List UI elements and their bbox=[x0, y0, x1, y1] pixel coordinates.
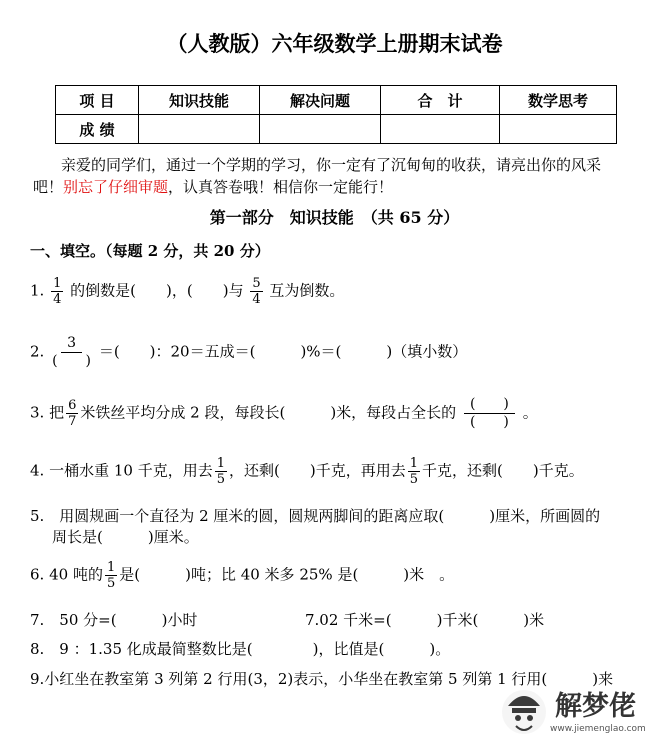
q4-f1-denominator: 5 bbox=[216, 472, 225, 487]
q2-number: 2. bbox=[30, 342, 45, 361]
score-cell-knowledge[interactable] bbox=[139, 115, 260, 144]
score-table-header-row bbox=[56, 86, 617, 115]
question-6 bbox=[30, 560, 454, 591]
q4-f1-numerator: 1 bbox=[216, 456, 225, 471]
intro-line-1: 亲爱的同学们，通过一个学期的学习，你一定有了沉甸甸的收获，请亮出你的风采 bbox=[61, 156, 602, 174]
q4-f2-numerator: 1 bbox=[409, 456, 418, 471]
q1-f2-denominator: 4 bbox=[252, 292, 261, 307]
question-5-line-1: 5. 用圆规画一个直径为 2 厘米的圆，圆规两脚间的距离应取( )厘米，所画圆的 bbox=[30, 507, 601, 525]
q3-blank-numerator: ( ) bbox=[464, 396, 515, 414]
q3-blank-fraction bbox=[464, 396, 515, 431]
q3-numerator: 6 bbox=[68, 398, 77, 413]
q6-denominator: 5 bbox=[106, 576, 116, 591]
part1-title: 第一部分 知识技能 （共 65 分） bbox=[209, 208, 460, 227]
q1-text-b: 互为倒数。 bbox=[269, 281, 345, 300]
q1-fraction-1 bbox=[51, 276, 63, 307]
score-table bbox=[55, 85, 617, 144]
q3-text-a: 把 bbox=[49, 403, 65, 422]
section1-title: 一、填空。（每题 2 分，共 20 分） bbox=[30, 242, 270, 260]
watermark-url: www.jiemenglao.com bbox=[550, 724, 646, 734]
q4-text-c: 千克，还剩( )千克。 bbox=[422, 461, 584, 480]
question-7-part-a: 7. 50 分=( )小时 bbox=[30, 611, 198, 629]
question-2 bbox=[30, 335, 467, 370]
question-4 bbox=[30, 456, 584, 487]
score-row-label: 成 绩 bbox=[56, 115, 139, 144]
q4-number: 4. bbox=[30, 461, 45, 480]
question-5-line-2: 周长是( )厘米。 bbox=[52, 528, 199, 546]
q3-blank-denominator: ( ) bbox=[469, 414, 509, 430]
header-cell-total: 合 计 bbox=[381, 86, 500, 115]
q6-text-a: 40 吨的 bbox=[49, 565, 103, 584]
q6-text-b: 是( )吨；比 40 米多 25% 是( )米 。 bbox=[119, 565, 455, 584]
q3-text-c: 。 bbox=[522, 403, 538, 422]
q3-number: 3. bbox=[30, 403, 45, 422]
score-cell-problem[interactable] bbox=[260, 115, 381, 144]
question-1 bbox=[30, 276, 344, 307]
score-cell-total[interactable] bbox=[381, 115, 500, 144]
question-8: 8. 9 ：1.35 化成最简整数比是( )，比值是( )。 bbox=[30, 640, 451, 658]
q1-f1-numerator: 1 bbox=[53, 276, 62, 291]
question-3 bbox=[30, 396, 538, 431]
intro-text-b: ，认真答卷哦！相信你一定能行！ bbox=[168, 178, 394, 196]
header-cell-problem: 解决问题 bbox=[260, 86, 381, 115]
q4-fraction-1 bbox=[215, 456, 227, 487]
q6-fraction bbox=[105, 560, 117, 591]
q1-fraction-2 bbox=[250, 276, 262, 307]
q1-f2-numerator: 5 bbox=[252, 276, 261, 291]
header-cell-knowledge: 知识技能 bbox=[139, 86, 260, 115]
q2-denominator: ( ) bbox=[52, 353, 92, 369]
watermark-text: 解梦佬 bbox=[555, 691, 636, 722]
score-table-score-row bbox=[56, 115, 617, 144]
header-cell-item: 项 目 bbox=[56, 86, 139, 115]
q6-number: 6. bbox=[30, 565, 45, 584]
q2-numerator: 3 bbox=[61, 335, 82, 353]
intro-text-a: 吧！ bbox=[33, 178, 64, 196]
q6-numerator: 1 bbox=[106, 560, 116, 575]
q3-text-b: 米铁丝平均分成 2 段，每段长( )米，每段占全长的 bbox=[80, 403, 457, 422]
q1-text-a: 的倒数是( )，( )与 bbox=[70, 281, 244, 300]
question-7-part-b: 7.02 千米=( )千米( )米 bbox=[305, 611, 545, 629]
intro-red-text: 别忘了仔细审题 bbox=[63, 178, 169, 196]
question-9: 9.小红坐在教室第 3 列第 2 行用(3，2)表示，小华坐在教室第 5 列第 1 行用( )来 bbox=[30, 670, 614, 688]
q4-text-b: ，还剩( )千克，再用去 bbox=[229, 461, 406, 480]
q1-f1-denominator: 4 bbox=[53, 292, 62, 307]
q2-text: ＝( )：20＝五成＝( )%＝( )（填小数） bbox=[98, 342, 468, 361]
q3-denominator: 7 bbox=[68, 414, 77, 429]
q1-number: 1. bbox=[30, 281, 45, 300]
page-title: （人教版）六年级数学上册期末试卷 bbox=[166, 31, 503, 56]
q2-fraction bbox=[52, 335, 91, 370]
intro-line-2 bbox=[33, 176, 393, 197]
q3-fraction bbox=[66, 398, 78, 429]
q4-f2-denominator: 5 bbox=[409, 472, 418, 487]
score-cell-thinking[interactable] bbox=[500, 115, 617, 144]
q4-text-a: 一桶水重 10 千克，用去 bbox=[49, 461, 213, 480]
header-cell-thinking: 数学思考 bbox=[500, 86, 617, 115]
q4-fraction-2 bbox=[408, 456, 420, 487]
